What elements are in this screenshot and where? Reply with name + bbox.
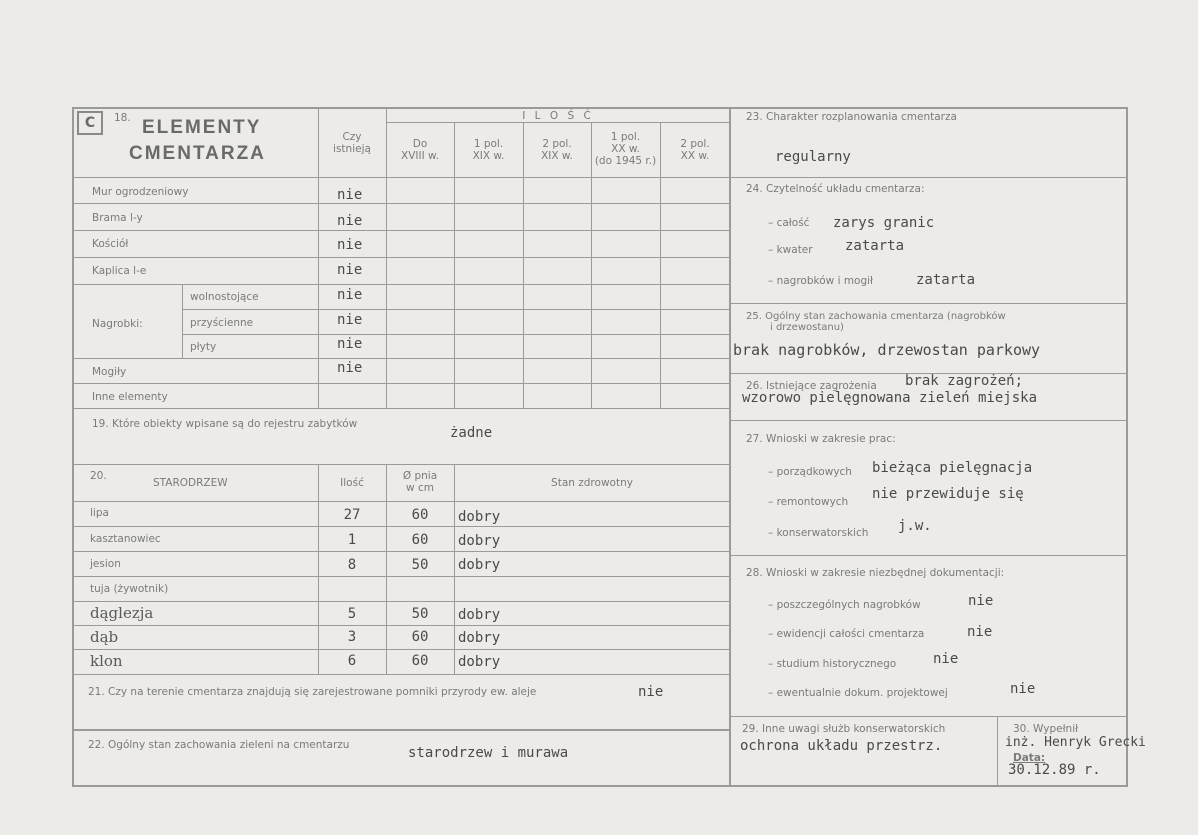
- tree-diam: 60: [411, 507, 429, 523]
- grid-line: [729, 303, 1128, 304]
- section-20-header: STARODRZEW: [153, 477, 228, 489]
- grid-line: [72, 257, 730, 258]
- tree-diam: 60: [411, 653, 429, 669]
- readability-item-label: – nagrobków i mogił: [768, 275, 874, 287]
- exists-header-line: istnieją: [333, 143, 371, 156]
- section-25-value: brak nagrobków, drzewostan parkowy: [733, 341, 1041, 359]
- period-header-line: XIX w.: [541, 150, 573, 163]
- readability-item-label: – kwater: [768, 244, 813, 256]
- docs-item-label: – ewentualnie dokum. projektowej: [768, 687, 948, 699]
- grid-line: [72, 649, 730, 650]
- period-header: [454, 138, 523, 162]
- diam-header-line: Ø pnia: [402, 470, 438, 482]
- element-label: Mogiły: [92, 366, 127, 378]
- grid-line: [454, 122, 455, 408]
- diam-col-header: [386, 470, 454, 494]
- tree-diam: 60: [411, 629, 429, 645]
- frame-top: [72, 107, 1128, 109]
- tree-qty: 5: [347, 606, 357, 622]
- grid-line: [454, 464, 455, 674]
- grid-line: [660, 122, 661, 408]
- grid-line: [72, 625, 730, 626]
- grid-line: [72, 203, 730, 204]
- grid-line: [72, 408, 730, 409]
- period-header-line: XX w.: [680, 150, 710, 163]
- element-label: przyścienne: [190, 317, 254, 329]
- section-30-label: 30. Wypełnił: [1013, 723, 1079, 735]
- element-value: nie: [337, 187, 363, 203]
- tree-qty: 3: [347, 629, 357, 645]
- grid-line: [729, 420, 1128, 421]
- section-22-value: starodrzew i murawa: [408, 745, 569, 761]
- section-30-filled-by: inż. Henryk Grecki: [1005, 735, 1146, 750]
- section-18-number: 18.: [114, 112, 131, 124]
- element-value: nie: [337, 336, 363, 352]
- tree-health: dobry: [458, 607, 501, 623]
- section-26-value-line1: brak zagrożeń;: [905, 373, 1024, 389]
- section-20-number: 20.: [90, 470, 107, 482]
- element-value: nie: [337, 237, 363, 253]
- readability-item-value: zarys granic: [833, 215, 935, 231]
- section-23-label: 23. Charakter rozplanowania cmentarza: [746, 111, 957, 123]
- works-item-value: nie przewiduje się: [872, 486, 1024, 502]
- tree-health: dobry: [458, 509, 501, 525]
- period-header-line: 1 pol.: [610, 131, 641, 143]
- health-col-header: Stan zdrowotny: [551, 477, 633, 489]
- element-label: wolnostojące: [190, 291, 259, 303]
- section-24-label: 24. Czytelność układu cmentarza:: [746, 183, 925, 195]
- section-25-label-line1: 25. Ogólny stan zachowania cmentarza (nagrobków: [746, 311, 1006, 322]
- tree-name: lipa: [90, 507, 109, 519]
- tree-health: dobry: [458, 654, 501, 670]
- period-header: [523, 138, 591, 162]
- docs-item-label: – studium historycznego: [768, 658, 897, 670]
- section-18-title-line2: CMENTARZA: [129, 143, 266, 164]
- works-item-value: j.w.: [898, 518, 932, 534]
- tree-name: dąglezja: [90, 604, 154, 622]
- date-label: Data:: [1013, 752, 1046, 764]
- grid-line: [72, 230, 730, 231]
- section-21-label: 21. Czy na terenie cmentarza znajdują się zarejestrowane pomniki przyrody ew. aleje: [88, 686, 537, 698]
- tree-name: tuja (żywotnik): [90, 583, 169, 595]
- tree-name: kasztanowiec: [90, 533, 161, 545]
- element-value: nie: [337, 360, 363, 376]
- tree-health: dobry: [458, 630, 501, 646]
- grid-line: [386, 122, 730, 123]
- readability-item-label: – całość: [768, 217, 810, 229]
- period-header-line: 2 pol.: [542, 138, 572, 150]
- grid-line: [523, 122, 524, 408]
- grid-line: [72, 576, 730, 577]
- docs-item-label: – ewidencji całości cmentarza: [768, 628, 925, 640]
- section-25-label-line2: i drzewostanu): [770, 322, 844, 333]
- grid-line: [72, 551, 730, 552]
- period-header: [386, 138, 454, 162]
- tree-qty: 8: [347, 557, 357, 573]
- element-label: Inne elementy: [92, 391, 168, 403]
- period-header-line: (do 1945 r.): [594, 155, 657, 168]
- grid-line: [729, 716, 1128, 717]
- element-label: Kaplica l-e: [92, 265, 147, 277]
- period-header-line: 2 pol.: [680, 138, 710, 150]
- element-value: nie: [337, 213, 363, 229]
- readability-item-value: zatarta: [845, 238, 905, 254]
- section-29-value: ochrona układu przestrz.: [740, 738, 943, 754]
- period-header-line: XVIII w.: [401, 150, 439, 163]
- section-22-label: 22. Ogólny stan zachowania zieleni na cmentarzu: [88, 739, 350, 751]
- frame-right: [1126, 107, 1128, 787]
- tree-diam: 50: [411, 557, 429, 573]
- section-27-label: 27. Wnioski w zakresie prac:: [746, 433, 896, 445]
- grid-line: [72, 501, 730, 502]
- docs-item-value: nie: [1010, 681, 1036, 697]
- tree-diam: 50: [411, 606, 429, 622]
- works-item-value: bieżąca pielęgnacja: [872, 460, 1033, 476]
- works-item-label: – porządkowych: [768, 466, 852, 478]
- frame-bottom: [72, 785, 1128, 787]
- section-26-label: 26. Istniejące zagrożenia: [746, 380, 877, 392]
- element-label: Brama l-y: [92, 212, 143, 224]
- grid-line: [72, 464, 730, 465]
- element-value: nie: [337, 262, 363, 278]
- tree-health: dobry: [458, 557, 501, 573]
- docs-item-label: – poszczególnych nagrobków: [768, 599, 921, 611]
- docs-item-value: nie: [967, 624, 993, 640]
- tree-qty: 6: [347, 653, 357, 669]
- section-code-box: C: [77, 111, 103, 135]
- grid-line: [72, 284, 730, 285]
- element-label: Kościół: [92, 238, 129, 250]
- qty-col-header: Ilość: [340, 477, 364, 489]
- docs-item-value: nie: [968, 593, 994, 609]
- period-header-line: XX w.: [611, 143, 640, 156]
- graves-label: Nagrobki:: [92, 318, 143, 330]
- tree-name: dąb: [90, 628, 119, 646]
- grid-line: [182, 284, 183, 358]
- grid-line: [72, 358, 730, 359]
- section-19-label: 19. Które obiekty wpisane są do rejestru zabytków: [92, 418, 358, 430]
- grid-line: [72, 526, 730, 527]
- grid-line: [72, 177, 730, 178]
- tree-health: dobry: [458, 533, 501, 549]
- works-item-label: – konserwatorskich: [768, 527, 869, 539]
- grid-line: [729, 555, 1128, 556]
- grid-line: [72, 383, 730, 384]
- tree-name: jesion: [90, 558, 121, 570]
- element-label: płyty: [190, 341, 217, 353]
- section-21-value: nie: [638, 684, 664, 700]
- element-value: nie: [337, 287, 363, 303]
- period-header: [591, 131, 660, 167]
- grid-line: [72, 674, 730, 675]
- date-value: 30.12.89 r.: [1008, 762, 1101, 778]
- tree-name: klon: [90, 652, 123, 670]
- exists-col-header: [318, 131, 386, 155]
- grid-line: [72, 601, 730, 602]
- exists-header-line: Czy: [342, 131, 362, 143]
- tree-diam: 60: [411, 532, 429, 548]
- period-header-line: 1 pol.: [473, 138, 504, 150]
- readability-item-value: zatarta: [916, 272, 976, 288]
- grid-line: [997, 716, 998, 786]
- tree-qty: 1: [347, 532, 357, 548]
- docs-item-value: nie: [933, 651, 959, 667]
- period-header: [660, 138, 730, 162]
- diam-header-line: w cm: [406, 482, 434, 495]
- section-26-value-line2: wzorowo pielęgnowana zieleń miejska: [742, 390, 1038, 406]
- tree-qty: 27: [343, 507, 361, 523]
- section-18-title-line1: ELEMENTY: [142, 117, 262, 138]
- period-header-line: Do: [412, 138, 428, 150]
- section-29-label: 29. Inne uwagi służb konserwatorskich: [742, 723, 946, 735]
- section-23-value: regularny: [775, 149, 851, 165]
- period-header-line: XIX w.: [472, 150, 505, 163]
- grid-line: [182, 309, 730, 310]
- quantity-col-header: I L O Ś Ć: [522, 110, 594, 122]
- section-28-label: 28. Wnioski w zakresie niezbędnej dokumentacji:: [746, 567, 1005, 579]
- frame-middle: [729, 107, 731, 787]
- section-19-value: żadne: [450, 425, 493, 441]
- works-item-label: – remontowych: [768, 496, 849, 508]
- grid-line: [182, 334, 730, 335]
- grid-line: [729, 177, 1128, 178]
- grid-line: [72, 729, 730, 731]
- element-label: Mur ogrodzeniowy: [92, 186, 189, 198]
- frame-left: [72, 107, 74, 787]
- element-value: nie: [337, 312, 363, 328]
